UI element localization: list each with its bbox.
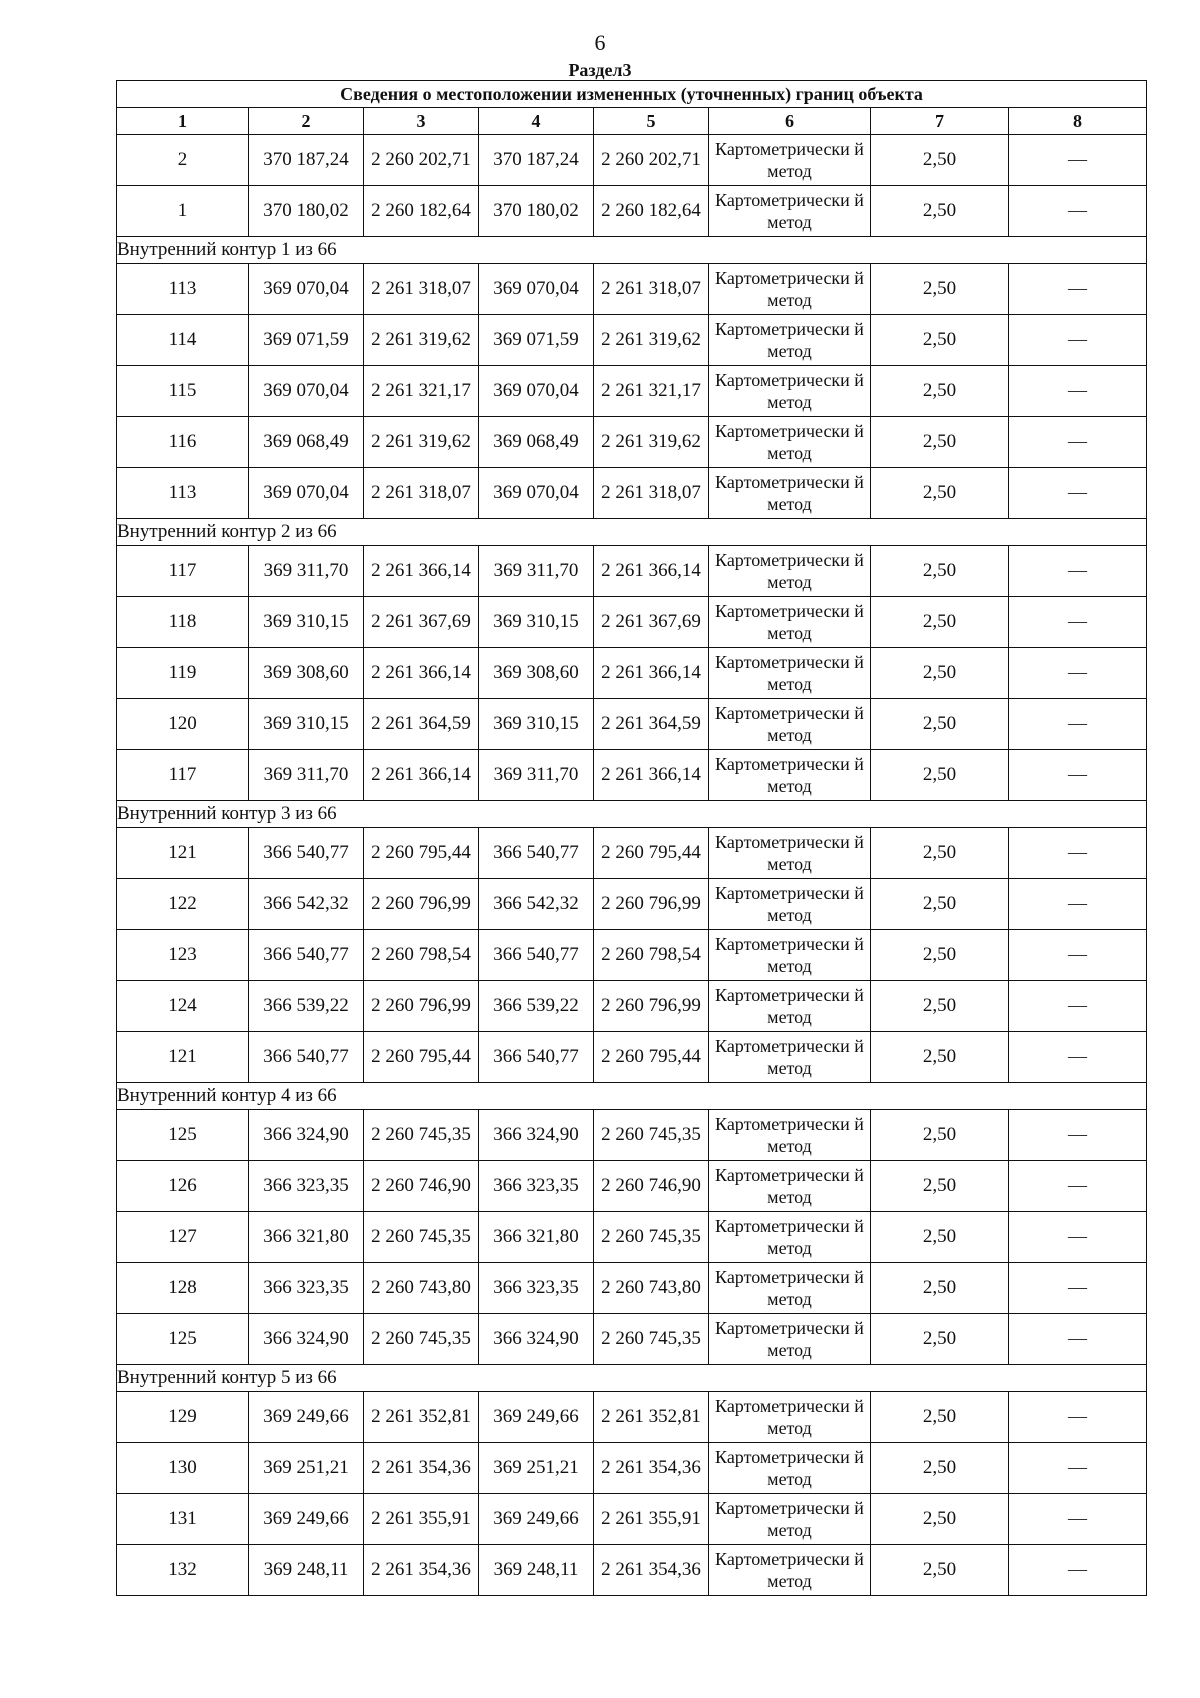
y-new-cell: 2 260 795,44 xyxy=(594,828,709,879)
point-number-cell: 113 xyxy=(117,264,249,315)
table-row xyxy=(117,1314,1147,1365)
x-new-cell: 366 323,35 xyxy=(479,1161,594,1212)
y-old-cell: 2 261 352,81 xyxy=(364,1392,479,1443)
point-number-cell: 131 xyxy=(117,1494,249,1545)
accuracy-cell: 2,50 xyxy=(871,1110,1009,1161)
description-cell: — xyxy=(1009,1545,1147,1596)
x-old-cell: 366 321,80 xyxy=(249,1212,364,1263)
description-cell: — xyxy=(1009,930,1147,981)
y-old-cell: 2 260 795,44 xyxy=(364,1032,479,1083)
point-number-cell: 114 xyxy=(117,315,249,366)
description-cell: — xyxy=(1009,1110,1147,1161)
x-old-cell: 370 187,24 xyxy=(249,135,364,186)
accuracy-cell: 2,50 xyxy=(871,1314,1009,1365)
method-cell: Картометрически й метод xyxy=(709,1494,871,1545)
accuracy-cell: 2,50 xyxy=(871,135,1009,186)
y-new-cell: 2 261 318,07 xyxy=(594,264,709,315)
method-cell: Картометрически й метод xyxy=(709,1110,871,1161)
accuracy-cell: 2,50 xyxy=(871,750,1009,801)
contour-label: Внутренний контур 5 из 66 xyxy=(117,1365,1147,1392)
x-new-cell: 369 070,04 xyxy=(479,468,594,519)
description-cell: — xyxy=(1009,366,1147,417)
contour-label: Внутренний контур 3 из 66 xyxy=(117,801,1147,828)
accuracy-cell: 2,50 xyxy=(871,879,1009,930)
x-old-cell: 366 539,22 xyxy=(249,981,364,1032)
y-new-cell: 2 260 795,44 xyxy=(594,1032,709,1083)
x-new-cell: 366 540,77 xyxy=(479,1032,594,1083)
accuracy-cell: 2,50 xyxy=(871,1443,1009,1494)
x-new-cell: 369 070,04 xyxy=(479,366,594,417)
contour-label: Внутренний контур 1 из 66 xyxy=(117,237,1147,264)
x-old-cell: 369 071,59 xyxy=(249,315,364,366)
method-cell: Картометрически й метод xyxy=(709,417,871,468)
method-cell: Картометрически й метод xyxy=(709,981,871,1032)
point-number-cell: 121 xyxy=(117,828,249,879)
x-new-cell: 369 248,11 xyxy=(479,1545,594,1596)
section-title: Раздел3 xyxy=(568,60,632,80)
point-number-cell: 119 xyxy=(117,648,249,699)
table-row xyxy=(117,1392,1147,1443)
table-row xyxy=(117,315,1147,366)
description-cell: — xyxy=(1009,828,1147,879)
description-cell: — xyxy=(1009,1263,1147,1314)
column-number: 6 xyxy=(709,108,871,135)
method-cell: Картометрически й метод xyxy=(709,1212,871,1263)
x-old-cell: 366 323,35 xyxy=(249,1263,364,1314)
table-row xyxy=(117,828,1147,879)
point-number-cell: 129 xyxy=(117,1392,249,1443)
point-number-cell: 124 xyxy=(117,981,249,1032)
point-number-cell: 118 xyxy=(117,597,249,648)
method-cell: Картометрически й метод xyxy=(709,366,871,417)
accuracy-cell: 2,50 xyxy=(871,264,1009,315)
description-cell: — xyxy=(1009,1494,1147,1545)
column-number: 2 xyxy=(249,108,364,135)
contour-header-row xyxy=(117,1365,1147,1392)
x-old-cell: 366 540,77 xyxy=(249,1032,364,1083)
method-cell: Картометрически й метод xyxy=(709,135,871,186)
x-new-cell: 366 324,90 xyxy=(479,1110,594,1161)
x-old-cell: 370 180,02 xyxy=(249,186,364,237)
contour-header-row xyxy=(117,1083,1147,1110)
y-new-cell: 2 261 366,14 xyxy=(594,648,709,699)
description-cell: — xyxy=(1009,546,1147,597)
x-new-cell: 366 540,77 xyxy=(479,930,594,981)
table-row xyxy=(117,699,1147,750)
x-new-cell: 370 180,02 xyxy=(479,186,594,237)
y-new-cell: 2 261 364,59 xyxy=(594,699,709,750)
y-new-cell: 2 261 367,69 xyxy=(594,597,709,648)
column-number: 7 xyxy=(871,108,1009,135)
column-number: 5 xyxy=(594,108,709,135)
x-new-cell: 369 311,70 xyxy=(479,546,594,597)
table-row xyxy=(117,1263,1147,1314)
table-row xyxy=(117,1494,1147,1545)
y-old-cell: 2 260 745,35 xyxy=(364,1110,479,1161)
table-row xyxy=(117,366,1147,417)
y-new-cell: 2 261 319,62 xyxy=(594,315,709,366)
table-row xyxy=(117,750,1147,801)
accuracy-cell: 2,50 xyxy=(871,930,1009,981)
accuracy-cell: 2,50 xyxy=(871,1545,1009,1596)
point-number-cell: 123 xyxy=(117,930,249,981)
y-old-cell: 2 261 319,62 xyxy=(364,315,479,366)
table-row xyxy=(117,1032,1147,1083)
x-new-cell: 366 323,35 xyxy=(479,1263,594,1314)
table-caption: Сведения о местоположении измененных (уточненных) границ объекта xyxy=(117,81,1147,108)
x-old-cell: 369 249,66 xyxy=(249,1494,364,1545)
x-old-cell: 369 248,11 xyxy=(249,1545,364,1596)
table-row xyxy=(117,135,1147,186)
method-cell: Картометрически й метод xyxy=(709,186,871,237)
method-cell: Картометрически й метод xyxy=(709,315,871,366)
accuracy-cell: 2,50 xyxy=(871,699,1009,750)
y-new-cell: 2 260 745,35 xyxy=(594,1314,709,1365)
y-old-cell: 2 261 366,14 xyxy=(364,648,479,699)
description-cell: — xyxy=(1009,750,1147,801)
y-old-cell: 2 261 318,07 xyxy=(364,468,479,519)
y-new-cell: 2 261 354,36 xyxy=(594,1443,709,1494)
y-new-cell: 2 261 318,07 xyxy=(594,468,709,519)
accuracy-cell: 2,50 xyxy=(871,468,1009,519)
x-old-cell: 369 308,60 xyxy=(249,648,364,699)
method-cell: Картометрически й метод xyxy=(709,828,871,879)
description-cell: — xyxy=(1009,981,1147,1032)
description-cell: — xyxy=(1009,1161,1147,1212)
accuracy-cell: 2,50 xyxy=(871,417,1009,468)
method-cell: Картометрически й метод xyxy=(709,1392,871,1443)
y-new-cell: 2 261 366,14 xyxy=(594,546,709,597)
point-number-cell: 117 xyxy=(117,546,249,597)
table-row xyxy=(117,930,1147,981)
method-cell: Картометрически й метод xyxy=(709,468,871,519)
x-old-cell: 366 542,32 xyxy=(249,879,364,930)
x-old-cell: 366 324,90 xyxy=(249,1110,364,1161)
accuracy-cell: 2,50 xyxy=(871,546,1009,597)
point-number-cell: 115 xyxy=(117,366,249,417)
x-old-cell: 369 070,04 xyxy=(249,468,364,519)
table-row xyxy=(117,648,1147,699)
y-new-cell: 2 260 745,35 xyxy=(594,1212,709,1263)
method-cell: Картометрически й метод xyxy=(709,750,871,801)
y-new-cell: 2 261 354,36 xyxy=(594,1545,709,1596)
method-cell: Картометрически й метод xyxy=(709,1263,871,1314)
x-new-cell: 366 321,80 xyxy=(479,1212,594,1263)
x-new-cell: 369 249,66 xyxy=(479,1392,594,1443)
method-cell: Картометрически й метод xyxy=(709,1161,871,1212)
contour-label: Внутренний контур 2 из 66 xyxy=(117,519,1147,546)
method-cell: Картометрически й метод xyxy=(709,546,871,597)
x-old-cell: 369 068,49 xyxy=(249,417,364,468)
y-new-cell: 2 260 745,35 xyxy=(594,1110,709,1161)
point-number-cell: 126 xyxy=(117,1161,249,1212)
description-cell: — xyxy=(1009,648,1147,699)
y-old-cell: 2 260 795,44 xyxy=(364,828,479,879)
point-number-cell: 1 xyxy=(117,186,249,237)
contour-label: Внутренний контур 4 из 66 xyxy=(117,1083,1147,1110)
accuracy-cell: 2,50 xyxy=(871,1494,1009,1545)
y-old-cell: 2 260 746,90 xyxy=(364,1161,479,1212)
x-old-cell: 369 070,04 xyxy=(249,366,364,417)
x-new-cell: 370 187,24 xyxy=(479,135,594,186)
point-number-cell: 132 xyxy=(117,1545,249,1596)
accuracy-cell: 2,50 xyxy=(871,366,1009,417)
description-cell: — xyxy=(1009,468,1147,519)
description-cell: — xyxy=(1009,315,1147,366)
y-old-cell: 2 260 798,54 xyxy=(364,930,479,981)
y-new-cell: 2 261 366,14 xyxy=(594,750,709,801)
y-old-cell: 2 261 319,62 xyxy=(364,417,479,468)
accuracy-cell: 2,50 xyxy=(871,828,1009,879)
x-new-cell: 369 070,04 xyxy=(479,264,594,315)
x-old-cell: 366 323,35 xyxy=(249,1161,364,1212)
x-old-cell: 369 311,70 xyxy=(249,546,364,597)
table-row xyxy=(117,546,1147,597)
x-new-cell: 369 071,59 xyxy=(479,315,594,366)
x-new-cell: 369 308,60 xyxy=(479,648,594,699)
method-cell: Картометрически й метод xyxy=(709,879,871,930)
y-new-cell: 2 260 746,90 xyxy=(594,1161,709,1212)
y-new-cell: 2 260 798,54 xyxy=(594,930,709,981)
description-cell: — xyxy=(1009,1443,1147,1494)
contour-header-row xyxy=(117,519,1147,546)
accuracy-cell: 2,50 xyxy=(871,315,1009,366)
method-cell: Картометрически й метод xyxy=(709,597,871,648)
x-new-cell: 369 251,21 xyxy=(479,1443,594,1494)
description-cell: — xyxy=(1009,264,1147,315)
point-number-cell: 120 xyxy=(117,699,249,750)
method-cell: Картометрически й метод xyxy=(709,930,871,981)
description-cell: — xyxy=(1009,417,1147,468)
point-number-cell: 125 xyxy=(117,1314,249,1365)
description-cell: — xyxy=(1009,1032,1147,1083)
description-cell: — xyxy=(1009,1314,1147,1365)
table-row xyxy=(117,1212,1147,1263)
column-number: 4 xyxy=(479,108,594,135)
description-cell: — xyxy=(1009,1212,1147,1263)
table-row xyxy=(117,1443,1147,1494)
accuracy-cell: 2,50 xyxy=(871,1032,1009,1083)
y-new-cell: 2 260 182,64 xyxy=(594,186,709,237)
y-old-cell: 2 260 743,80 xyxy=(364,1263,479,1314)
point-number-cell: 122 xyxy=(117,879,249,930)
x-old-cell: 369 310,15 xyxy=(249,597,364,648)
y-old-cell: 2 260 182,64 xyxy=(364,186,479,237)
table-row xyxy=(117,981,1147,1032)
method-cell: Картометрически й метод xyxy=(709,1443,871,1494)
y-old-cell: 2 261 318,07 xyxy=(364,264,479,315)
point-number-cell: 130 xyxy=(117,1443,249,1494)
column-number: 8 xyxy=(1009,108,1147,135)
x-old-cell: 366 540,77 xyxy=(249,828,364,879)
point-number-cell: 128 xyxy=(117,1263,249,1314)
y-old-cell: 2 261 366,14 xyxy=(364,546,479,597)
x-old-cell: 369 070,04 xyxy=(249,264,364,315)
method-cell: Картометрически й метод xyxy=(709,1314,871,1365)
table-row xyxy=(117,879,1147,930)
x-old-cell: 366 324,90 xyxy=(249,1314,364,1365)
table-row xyxy=(117,468,1147,519)
y-old-cell: 2 260 745,35 xyxy=(364,1212,479,1263)
accuracy-cell: 2,50 xyxy=(871,981,1009,1032)
accuracy-cell: 2,50 xyxy=(871,1263,1009,1314)
accuracy-cell: 2,50 xyxy=(871,648,1009,699)
point-number-cell: 116 xyxy=(117,417,249,468)
y-old-cell: 2 260 745,35 xyxy=(364,1314,479,1365)
description-cell: — xyxy=(1009,1392,1147,1443)
x-new-cell: 366 539,22 xyxy=(479,981,594,1032)
description-cell: — xyxy=(1009,699,1147,750)
y-old-cell: 2 261 364,59 xyxy=(364,699,479,750)
page-number: 6 xyxy=(594,30,606,55)
x-old-cell: 369 311,70 xyxy=(249,750,364,801)
contour-header-row xyxy=(117,237,1147,264)
y-new-cell: 2 261 321,17 xyxy=(594,366,709,417)
y-new-cell: 2 261 355,91 xyxy=(594,1494,709,1545)
x-old-cell: 369 310,15 xyxy=(249,699,364,750)
table-row xyxy=(117,264,1147,315)
x-new-cell: 369 310,15 xyxy=(479,699,594,750)
contour-header-row xyxy=(117,801,1147,828)
column-number-row xyxy=(117,108,1147,135)
y-old-cell: 2 260 796,99 xyxy=(364,981,479,1032)
table-caption-row xyxy=(117,81,1147,108)
method-cell: Картометрически й метод xyxy=(709,699,871,750)
x-new-cell: 366 542,32 xyxy=(479,879,594,930)
point-number-cell: 127 xyxy=(117,1212,249,1263)
y-new-cell: 2 260 743,80 xyxy=(594,1263,709,1314)
x-new-cell: 369 310,15 xyxy=(479,597,594,648)
point-number-cell: 113 xyxy=(117,468,249,519)
table-row xyxy=(117,417,1147,468)
column-number: 1 xyxy=(117,108,249,135)
coordinates-table xyxy=(116,80,1147,1596)
description-cell: — xyxy=(1009,597,1147,648)
point-number-cell: 125 xyxy=(117,1110,249,1161)
x-old-cell: 369 249,66 xyxy=(249,1392,364,1443)
table-row xyxy=(117,597,1147,648)
accuracy-cell: 2,50 xyxy=(871,186,1009,237)
y-new-cell: 2 261 319,62 xyxy=(594,417,709,468)
y-old-cell: 2 260 202,71 xyxy=(364,135,479,186)
x-new-cell: 369 311,70 xyxy=(479,750,594,801)
description-cell: — xyxy=(1009,879,1147,930)
x-old-cell: 366 540,77 xyxy=(249,930,364,981)
point-number-cell: 2 xyxy=(117,135,249,186)
y-old-cell: 2 261 354,36 xyxy=(364,1443,479,1494)
point-number-cell: 117 xyxy=(117,750,249,801)
y-old-cell: 2 261 321,17 xyxy=(364,366,479,417)
y-new-cell: 2 260 796,99 xyxy=(594,981,709,1032)
y-old-cell: 2 261 367,69 xyxy=(364,597,479,648)
y-new-cell: 2 260 796,99 xyxy=(594,879,709,930)
accuracy-cell: 2,50 xyxy=(871,597,1009,648)
table-row xyxy=(117,1110,1147,1161)
accuracy-cell: 2,50 xyxy=(871,1161,1009,1212)
y-new-cell: 2 261 352,81 xyxy=(594,1392,709,1443)
x-new-cell: 366 324,90 xyxy=(479,1314,594,1365)
method-cell: Картометрически й метод xyxy=(709,648,871,699)
method-cell: Картометрически й метод xyxy=(709,1032,871,1083)
table-row xyxy=(117,1545,1147,1596)
description-cell: — xyxy=(1009,186,1147,237)
x-new-cell: 366 540,77 xyxy=(479,828,594,879)
method-cell: Картометрически й метод xyxy=(709,1545,871,1596)
y-old-cell: 2 261 355,91 xyxy=(364,1494,479,1545)
x-new-cell: 369 249,66 xyxy=(479,1494,594,1545)
table-body xyxy=(117,135,1147,1596)
y-old-cell: 2 261 354,36 xyxy=(364,1545,479,1596)
method-cell: Картометрически й метод xyxy=(709,264,871,315)
description-cell: — xyxy=(1009,135,1147,186)
x-old-cell: 369 251,21 xyxy=(249,1443,364,1494)
accuracy-cell: 2,50 xyxy=(871,1392,1009,1443)
point-number-cell: 121 xyxy=(117,1032,249,1083)
x-new-cell: 369 068,49 xyxy=(479,417,594,468)
table-row xyxy=(117,186,1147,237)
table-row xyxy=(117,1161,1147,1212)
y-new-cell: 2 260 202,71 xyxy=(594,135,709,186)
accuracy-cell: 2,50 xyxy=(871,1212,1009,1263)
y-old-cell: 2 260 796,99 xyxy=(364,879,479,930)
column-number: 3 xyxy=(364,108,479,135)
y-old-cell: 2 261 366,14 xyxy=(364,750,479,801)
